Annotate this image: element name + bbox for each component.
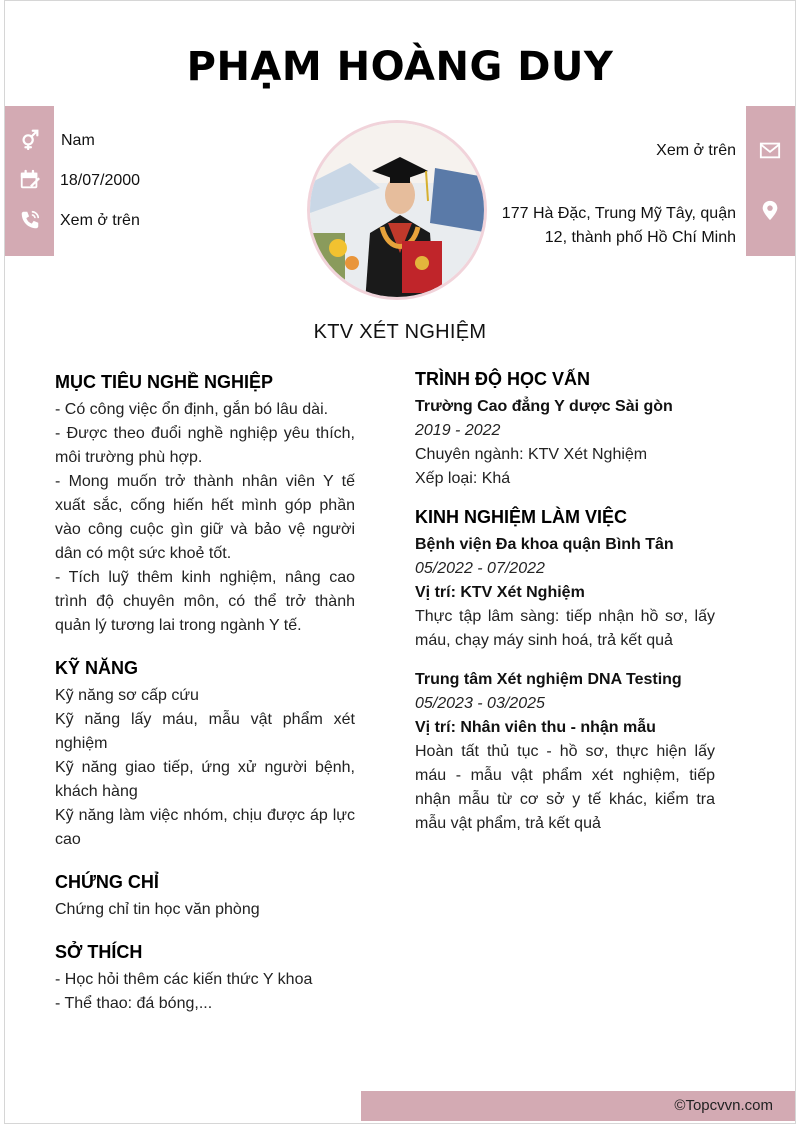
avatar [307, 120, 487, 300]
certificates-section [55, 870, 355, 922]
job-position: Vị trí: KTV Xét Nghiệm [415, 584, 585, 601]
objective-item: - Tích luỹ thêm kinh nghiệm, nâng cao trình độ chuyên môn, có thể trở thành quản lý tương lai trong ngành Y tế. [55, 569, 355, 634]
objective-item: - Mong muốn trở thành nhân viên Y tế xuất sắc, cống hiến hết mình góp phần vào công cuộc gìn giữ và bảo vệ người dân có một sức khoẻ tốt. [55, 473, 355, 562]
birthday-value: 18/07/2000 [60, 172, 141, 189]
candidate-name: PHẠM HOÀNG DUY [186, 44, 614, 90]
experience-section [415, 505, 715, 836]
hobby-item: - Thể thao: đá bóng,... [55, 995, 213, 1012]
mail-icon [759, 139, 781, 161]
left-column [55, 370, 355, 1034]
job-title: KTV XÉT NGHIỆM [313, 321, 487, 343]
phone-icon [19, 209, 41, 231]
education-major: Chuyên ngành: KTV Xét Nghiệm [415, 446, 648, 463]
location-icon [759, 199, 781, 221]
skill-item: Kỹ năng lấy máu, mẫu vật phẩm xét nghiệm [55, 711, 355, 752]
certificates-heading: CHỨNG CHỈ [55, 872, 159, 892]
company-name: Bệnh viện Đa khoa quận Bình Tân [415, 536, 674, 553]
job-description: Hoàn tất thủ tục - hồ sơ, thực hiện lấy máu - mẫu vật phẩm xét nghiệm, tiếp nhận mẫu từ cơ sở y tế khác, kiểm tra mẫu vật phẩm, trả kết quả [415, 743, 715, 832]
right-column [415, 367, 715, 854]
email-value: Xem ở trên [656, 142, 736, 159]
objective-section [55, 370, 355, 638]
skills-heading: KỸ NĂNG [55, 658, 139, 678]
gender-icon [19, 128, 41, 150]
school-name: Trường Cao đẳng Y dược Sài gòn [415, 398, 673, 415]
education-heading: TRÌNH ĐỘ HỌC VẤN [415, 369, 590, 389]
job-position: Vị trí: Nhân viên thu - nhận mẫu [415, 719, 656, 736]
hobby-item: - Học hỏi thêm các kiến thức Y khoa [55, 971, 313, 988]
job-period: 05/2022 - 07/2022 [415, 560, 545, 577]
address-value [502, 202, 736, 250]
experience-item [415, 533, 715, 653]
objective-heading: MỤC TIÊU NGHỀ NGHIỆP [55, 372, 274, 392]
gender-value: Nam [61, 132, 95, 149]
skill-item: Kỹ năng làm việc nhóm, chịu được áp lực cao [55, 807, 355, 848]
footer-bar [361, 1091, 795, 1121]
contact-bar-left [5, 106, 54, 256]
hobbies-section [55, 940, 355, 1016]
education-period: 2019 - 2022 [415, 422, 501, 439]
certificate-item: Chứng chỉ tin học văn phòng [55, 901, 260, 918]
job-description: Thực tập lâm sàng: tiếp nhận hồ sơ, lấy máu, chạy máy sinh hoá, trả kết quả [415, 608, 715, 649]
footer-credit: ©Topcvvn.com [674, 1097, 773, 1114]
skill-item: Kỹ năng sơ cấp cứu [55, 687, 199, 704]
hobbies-heading: SỞ THÍCH [55, 942, 143, 962]
job-period: 05/2023 - 03/2025 [415, 695, 545, 712]
phone-value: Xem ở trên [60, 212, 140, 229]
experience-heading: KINH NGHIỆM LÀM VIỆC [415, 507, 628, 527]
graduation-photo [310, 123, 487, 300]
objective-item: - Được theo đuổi nghề nghiệp yêu thích, môi trường phù hợp. [55, 425, 355, 466]
experience-item [415, 668, 715, 836]
contact-bar-right [746, 106, 795, 256]
spacer [415, 653, 715, 668]
education-section [415, 367, 715, 491]
skills-section [55, 656, 355, 852]
skill-item: Kỹ năng giao tiếp, ứng xử người bệnh, khách hàng [55, 759, 355, 800]
calendar-icon [19, 169, 41, 191]
address-line-2: 12, thành phố Hồ Chí Minh [544, 229, 736, 246]
company-name: Trung tâm Xét nghiệm DNA Testing [415, 671, 682, 688]
education-grade: Xếp loại: Khá [415, 470, 511, 487]
address-line-1: 177 Hà Đặc, Trung Mỹ Tây, quận [501, 205, 736, 222]
objective-item: - Có công việc ổn định, gắn bó lâu dài. [55, 401, 329, 418]
